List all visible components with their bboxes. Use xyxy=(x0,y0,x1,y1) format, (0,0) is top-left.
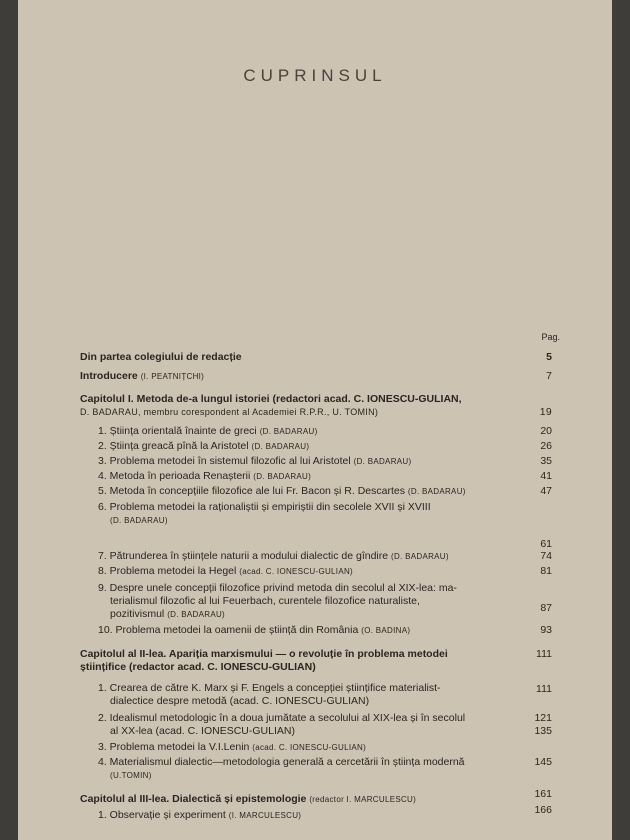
toc-entry-author: (acad. C. IONESCU-GULIAN) xyxy=(252,743,367,752)
toc-entry-author: (acad. C. IONESCU-GULIAN) xyxy=(239,567,353,576)
book-page xyxy=(18,0,612,840)
toc-entry-title: 4. Metoda în perioada Renașterii xyxy=(98,470,251,482)
toc-entry-author: (I. PEATNIȚCHI) xyxy=(140,372,205,381)
toc-page-number: 74 xyxy=(540,550,552,562)
toc-entry-title: 2. Știința greacă pînă la Aristotel xyxy=(98,440,249,452)
toc-entry xyxy=(98,485,552,498)
toc-chapter-line xyxy=(80,393,552,406)
toc-entry-author: (redactor I. MARCULESCU) xyxy=(309,795,417,804)
toc-entry xyxy=(98,455,552,468)
toc-entry-title: dialectice despre metodă (acad. C. IONESCU-GULIAN) xyxy=(110,695,370,707)
toc-entry xyxy=(98,682,552,695)
toc-entry-title: Capitolul al II-lea. Apariția marxismului — o revoluție în problema metodei xyxy=(80,648,448,660)
toc-entry-title: D. BADARAU, membru corespondent al Academiei R.P.R., U. TOMIN) xyxy=(80,407,379,417)
toc-entry-author: (I. MARCULESCU) xyxy=(228,811,302,820)
toc-entry xyxy=(80,351,552,364)
toc-page-number: 47 xyxy=(540,485,552,497)
toc-entry-author: (U.TOMIN) xyxy=(110,771,152,780)
toc-entry xyxy=(98,756,552,769)
toc-entry xyxy=(98,582,552,595)
toc-page-number: 19 xyxy=(539,406,552,418)
toc-page-number: 166 xyxy=(534,804,552,816)
toc-page-number: 145 xyxy=(534,756,552,768)
toc-entry-title: 7. Pătrunderea în științele naturii a modului dialectic de gîndire xyxy=(98,550,389,562)
toc-page-number: 111 xyxy=(536,648,552,660)
toc-entry-author: (D. BADARAU) xyxy=(110,516,168,525)
toc-entry-title: 6. Problema metodei la raționaliștii și empiriștii din secolele XVII și XVIII xyxy=(98,501,431,513)
page-title: CUPRINSUL xyxy=(243,66,387,85)
toc-entry xyxy=(98,741,552,754)
toc-entry-title: terialismul filozofic al lui Feuerbach, curentele filozofice naturaliste, xyxy=(110,595,420,607)
toc-entry-title: 3. Problema metodei în sistemul filozofic al lui Aristotel xyxy=(98,455,351,467)
toc-entry xyxy=(110,725,552,738)
toc-page-number: 5 xyxy=(546,351,552,363)
toc-entry-title: pozitivismul xyxy=(110,608,165,620)
toc-entry xyxy=(80,370,552,383)
toc-entry-title: al XX-lea (acad. C. IONESCU-GULIAN) xyxy=(110,725,295,737)
toc-entry-author: (D. BADARAU) xyxy=(251,442,310,451)
toc-entry-title: Capitolul I. Metoda de-a lungul istoriei (redactori acad. C. IONESCU-GULIAN, xyxy=(80,393,462,405)
toc-page-number: 41 xyxy=(540,470,552,482)
toc-entry-author: (D. BADARAU) xyxy=(391,552,449,561)
toc-page-number: 81 xyxy=(540,565,552,577)
toc-page-number: 121 xyxy=(534,712,552,724)
toc-entry-title: 2. Idealismul metodologic în a doua jumătate a secolului al XIX-lea și în secolul xyxy=(98,712,466,724)
toc-entry xyxy=(98,501,552,514)
toc-entry xyxy=(110,602,552,621)
toc-entry-title: 1. Știința orientală înainte de greci xyxy=(98,425,257,437)
toc-entry xyxy=(98,550,552,563)
toc-page-number: 26 xyxy=(540,440,552,452)
toc-entry-title: 3. Problema metodei la V.I.Lenin xyxy=(98,741,250,753)
toc-page-number: 93 xyxy=(540,624,552,636)
toc-page-number: 161 xyxy=(534,788,552,800)
toc-entry-author: (D. BADARAU) xyxy=(167,610,226,619)
toc-entry-author: (D. BADARAU) xyxy=(353,457,412,466)
toc-entry-title: Capitolul al III-lea. Dialectică și epistemologie xyxy=(80,793,307,805)
toc-entry-author: (D. BADARAU) xyxy=(253,472,312,481)
toc-entry xyxy=(98,565,552,578)
toc-entry xyxy=(110,514,552,550)
toc-chapter-line xyxy=(80,788,552,806)
toc-page-number: 111 xyxy=(536,683,552,695)
toc-entry xyxy=(98,470,552,483)
toc-entry xyxy=(98,804,552,822)
toc-page-number: 87 xyxy=(540,602,552,614)
toc-page-number: 61 xyxy=(540,538,552,550)
toc-page-number: 135 xyxy=(534,725,552,737)
toc-entry-title: Introducere xyxy=(80,370,138,382)
toc-chapter-line xyxy=(80,648,552,661)
toc-entry-title: 5. Metoda în concepțiile filozofice ale lui Fr. Bacon și R. Descartes xyxy=(98,485,405,497)
toc-entry-title: 8. Problema metodei la Hegel xyxy=(98,565,237,577)
toc-entry xyxy=(98,624,552,637)
toc-entry-author: (D. BADARAU) xyxy=(259,427,318,436)
toc-entry xyxy=(98,712,552,725)
toc-entry-title: 1. Observație și experiment xyxy=(98,809,226,821)
toc-entry-title: Din partea colegiului de redacție xyxy=(80,351,242,363)
toc-chapter-line xyxy=(80,406,552,419)
page-column-label: Pag. xyxy=(541,332,560,342)
toc-entry xyxy=(98,425,552,438)
toc-page-number: 7 xyxy=(546,370,552,382)
toc-entry-title: științifice (redactor acad. C. IONESCU-GULIAN) xyxy=(80,661,316,673)
toc-entry-title: 4. Materialismul dialectic—metodologia generală a cercetării în știința modernă xyxy=(98,756,465,768)
toc-page-number: 20 xyxy=(540,425,552,437)
toc-entry-title: 9. Despre unele concepții filozofice privind metoda din secolul al XIX-lea: ma- xyxy=(98,582,457,594)
toc-entry-author: (D. BADARAU) xyxy=(407,487,466,496)
toc-entry-title: 10. Problema metodei la oamenii de știință din România xyxy=(98,624,359,636)
toc-entry xyxy=(110,769,552,782)
toc-entry-author: (O. BADINA) xyxy=(361,626,411,635)
toc-entry xyxy=(98,440,552,453)
toc-entry-title: 1. Crearea de către K. Marx și F. Engels a concepției științifice materialist- xyxy=(98,682,441,694)
toc-entry xyxy=(110,595,552,608)
toc-page-number: 35 xyxy=(540,455,552,467)
